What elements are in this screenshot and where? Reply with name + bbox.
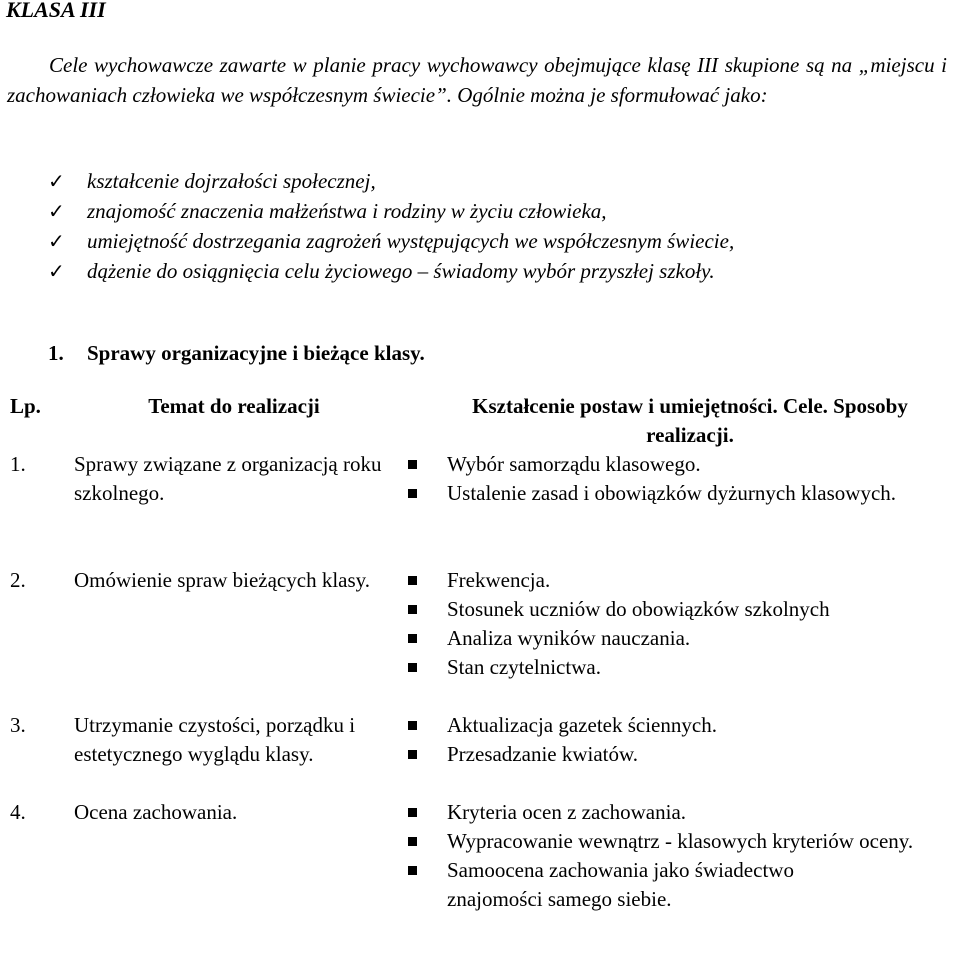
- row-topic: Sprawy związane z organizacją roku szkolnego.: [74, 452, 382, 505]
- list-item: [405, 798, 935, 827]
- row-items: [405, 711, 935, 769]
- row-lp: 4.: [10, 800, 26, 824]
- check-icon: ✓: [48, 169, 65, 193]
- list-item: [405, 827, 947, 856]
- square-bullet-icon: [408, 663, 417, 672]
- row-lp: 1.: [10, 452, 26, 476]
- square-bullet-icon: [408, 576, 417, 585]
- header-topic: Temat do realizacji: [148, 394, 320, 418]
- square-bullet-icon: [408, 605, 417, 614]
- list-item-text: Wybór samorządu klasowego.: [447, 452, 701, 476]
- list-item: [405, 566, 935, 595]
- list-item: [405, 856, 887, 914]
- check-icon: ✓: [48, 259, 65, 283]
- square-bullet-icon: [408, 808, 417, 817]
- row-topic: Ocena zachowania.: [74, 800, 238, 824]
- row-lp: 3.: [10, 713, 26, 737]
- table-row: [0, 798, 960, 943]
- header-lp: Lp.: [10, 394, 41, 418]
- row-items: [405, 798, 935, 914]
- square-bullet-icon: [408, 837, 417, 846]
- check-icon: ✓: [48, 199, 65, 223]
- table-row: [0, 711, 960, 798]
- square-bullet-icon: [408, 634, 417, 643]
- list-item-text: Analiza wyników nauczania.: [447, 626, 691, 650]
- list-item: [405, 624, 935, 653]
- list-item: [405, 450, 935, 479]
- row-topic: Omówienie spraw bieżących klasy.: [74, 568, 371, 592]
- table-row: [0, 566, 960, 711]
- list-item-text: Przesadzanie kwiatów.: [447, 742, 639, 766]
- list-item: [405, 595, 935, 624]
- header-goals: Kształcenie postaw i umiejętności. Cele. Sposoby realizacji.: [472, 394, 908, 447]
- plan-table: [0, 392, 960, 943]
- check-icon: ✓: [48, 229, 65, 253]
- table-header: [0, 392, 960, 450]
- list-item-text: Wypracowanie wewnątrz - klasowych kryteriów oceny.: [447, 829, 914, 853]
- goal-item: [0, 256, 940, 286]
- list-item: [405, 740, 935, 769]
- square-bullet-icon: [408, 460, 417, 469]
- goal-item: [0, 166, 940, 196]
- goal-text: znajomość znaczenia małżeństwa i rodziny w życiu człowieka,: [87, 199, 607, 223]
- goal-text: umiejętność dostrzegania zagrożeń występujących we współczesnym świecie,: [87, 229, 735, 253]
- list-item: [405, 479, 897, 508]
- list-item-text: Ustalenie zasad i obowiązków dyżurnych klasowych.: [447, 481, 897, 505]
- goals-list: [0, 166, 940, 286]
- section-title: Sprawy organizacyjne i bieżące klasy.: [87, 341, 425, 365]
- table-row: [0, 450, 960, 566]
- goal-item: [0, 196, 940, 226]
- square-bullet-icon: [408, 750, 417, 759]
- page-title: KLASA III: [6, 0, 106, 22]
- list-item-text: Kryteria ocen z zachowania.: [447, 800, 687, 824]
- row-items: [405, 450, 935, 508]
- goal-text: kształcenie dojrzałości społecznej,: [87, 169, 376, 193]
- goal-item: [0, 226, 940, 256]
- row-items: [405, 566, 935, 682]
- section-number: 1.: [48, 341, 64, 365]
- row-lp: 2.: [10, 568, 26, 592]
- list-item-text: Stan czytelnictwa.: [447, 655, 601, 679]
- square-bullet-icon: [408, 721, 417, 730]
- list-item-text: Stosunek uczniów do obowiązków szkolnych: [447, 597, 830, 621]
- intro-paragraph: Cele wychowawcze zawarte w planie pracy wychowawcy obejmujące klasę III skupione są na „miejscu i zachowaniach człowieka we współczesnym świecie”. Ogólnie można je sformułować jako:: [7, 53, 947, 107]
- list-item-text: Aktualizacja gazetek ściennych.: [447, 713, 717, 737]
- square-bullet-icon: [408, 489, 417, 498]
- list-item: [405, 653, 935, 682]
- square-bullet-icon: [408, 866, 417, 875]
- list-item-text: Samoocena zachowania jako świadectwo znajomości samego siebie.: [447, 858, 794, 911]
- section-heading: [48, 339, 425, 367]
- list-item: [405, 711, 935, 740]
- row-topic: Utrzymanie czystości, porządku i estetycznego wyglądu klasy.: [74, 713, 356, 766]
- goal-text: dążenie do osiągnięcia celu życiowego – świadomy wybór przyszłej szkoły.: [87, 259, 715, 283]
- list-item-text: Frekwencja.: [447, 568, 551, 592]
